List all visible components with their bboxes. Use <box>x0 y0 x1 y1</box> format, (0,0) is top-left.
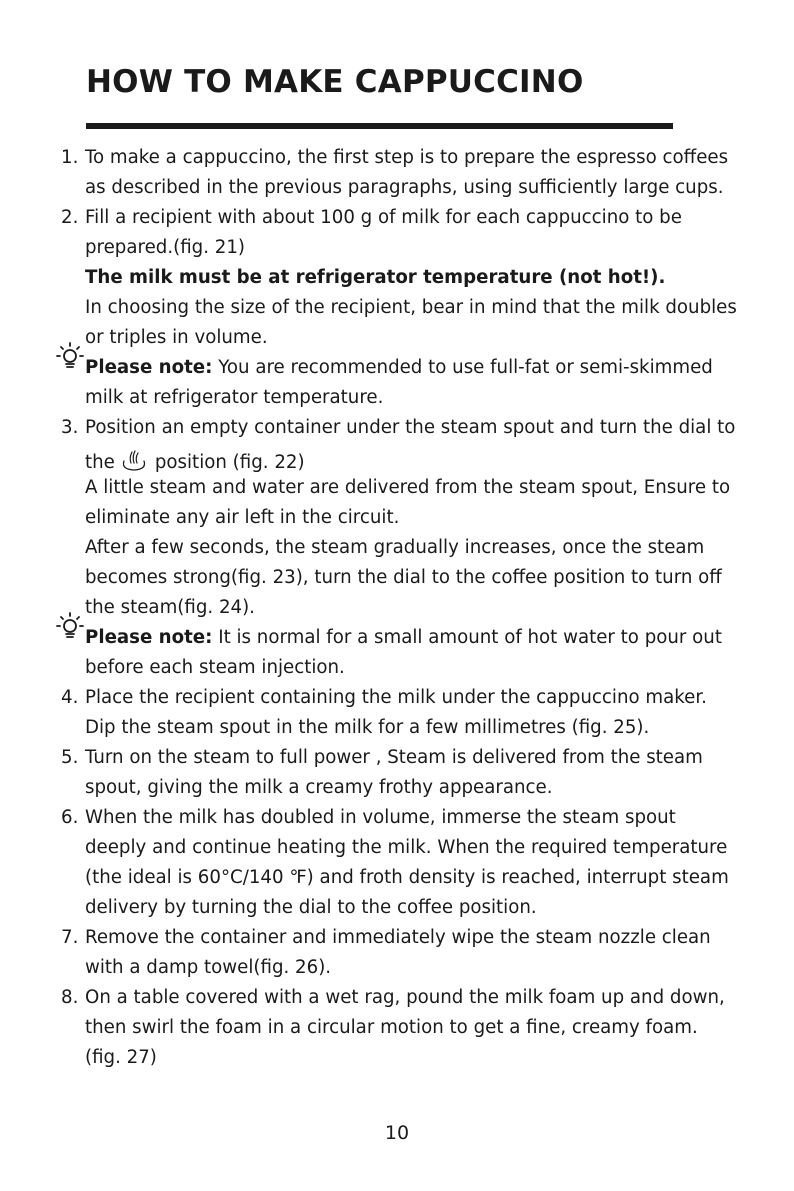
step-2-warning: The milk must be at refrigerator temperature (not hot!). <box>85 267 666 288</box>
step-3-line-6: becomes strong(fig. 23), turn the dial to the coffee position to turn off <box>85 567 722 588</box>
step-4-line-1: Place the recipient containing the milk under the cappuccino maker. <box>85 687 707 708</box>
step-2-line-1: Fill a recipient with about 100 g of milk for each cappuccino to be <box>85 207 682 228</box>
note-text: It is normal for a small amount of hot water to pour out <box>212 627 722 648</box>
note-label: Please note: <box>85 357 213 378</box>
step-3-note <box>85 629 722 647</box>
note-label: Please note: <box>85 627 213 648</box>
step-5-line-2: spout, giving the milk a creamy frothy appearance. <box>85 777 553 798</box>
title-underline <box>86 123 673 129</box>
step-3-number: 3. <box>61 417 79 438</box>
step-3-line-4: eliminate any air left in the circuit. <box>85 507 400 528</box>
step-2-note <box>85 359 713 377</box>
step-8-line-3: (fig. 27) <box>85 1047 157 1068</box>
step-3-line-3: A little steam and water are delivered from the steam spout, Ensure to <box>85 477 731 498</box>
step-3-note-line-2: before each steam injection. <box>85 657 345 678</box>
step-2-line-3: In choosing the size of the recipient, bear in mind that the milk doubles <box>85 297 737 318</box>
step-8-line-2: then swirl the foam in a circular motion to get a fine, creamy foam. <box>85 1017 698 1038</box>
step-3-text-a: the <box>85 452 115 473</box>
step-1-line-2: as described in the previous paragraphs, using sufficiently large cups. <box>85 177 724 198</box>
step-8-line-1: On a table covered with a wet rag, pound the milk foam up and down, <box>85 987 725 1008</box>
step-3-line-7: the steam(fig. 24). <box>85 597 255 618</box>
step-3-line-2 <box>85 449 305 472</box>
step-4-number: 4. <box>61 687 79 708</box>
step-1-line-1: To make a cappuccino, the first step is to prepare the espresso coffees <box>85 147 729 168</box>
step-2-line-4: or triples in volume. <box>85 327 268 348</box>
step-5-number: 5. <box>61 747 79 768</box>
step-1-number: 1. <box>61 147 79 168</box>
step-3-text-b: position (fig. 22) <box>154 452 305 473</box>
step-5-line-1: Turn on the steam to full power , Steam is delivered from the steam <box>85 747 703 768</box>
steam-dial-icon <box>119 449 149 471</box>
step-3-line-1: Position an empty container under the steam spout and turn the dial to <box>85 417 736 438</box>
step-6-line-4: delivery by turning the dial to the coffee position. <box>85 897 537 918</box>
step-8-number: 8. <box>61 987 79 1008</box>
step-7-line-1: Remove the container and immediately wipe the steam nozzle clean <box>85 927 711 948</box>
step-6-line-1: When the milk has doubled in volume, immerse the steam spout <box>85 807 676 828</box>
lightbulb-tip-icon <box>54 340 86 370</box>
step-4-line-2: Dip the steam spout in the milk for a few millimetres (fig. 25). <box>85 717 650 738</box>
step-2-note-line-2: milk at refrigerator temperature. <box>85 387 384 408</box>
step-3-line-5: After a few seconds, the steam gradually increases, once the steam <box>85 537 705 558</box>
step-2-line-2: prepared.(fig. 21) <box>85 237 245 258</box>
note-text: You are recommended to use full-fat or semi-skimmed <box>212 357 713 378</box>
step-6-line-2: deeply and continue heating the milk. When the required temperature <box>85 837 728 858</box>
step-6-line-3: (the ideal is 60°C/140 ℉) and froth density is reached, interrupt steam <box>85 867 729 888</box>
lightbulb-tip-icon <box>54 610 86 640</box>
page-number: 10 <box>384 1122 410 1144</box>
page-title: HOW TO MAKE CAPPUCCINO <box>86 64 584 100</box>
step-7-number: 7. <box>61 927 79 948</box>
step-7-line-2: with a damp towel(fig. 26). <box>85 957 332 978</box>
step-6-number: 6. <box>61 807 79 828</box>
step-2-number: 2. <box>61 207 79 228</box>
